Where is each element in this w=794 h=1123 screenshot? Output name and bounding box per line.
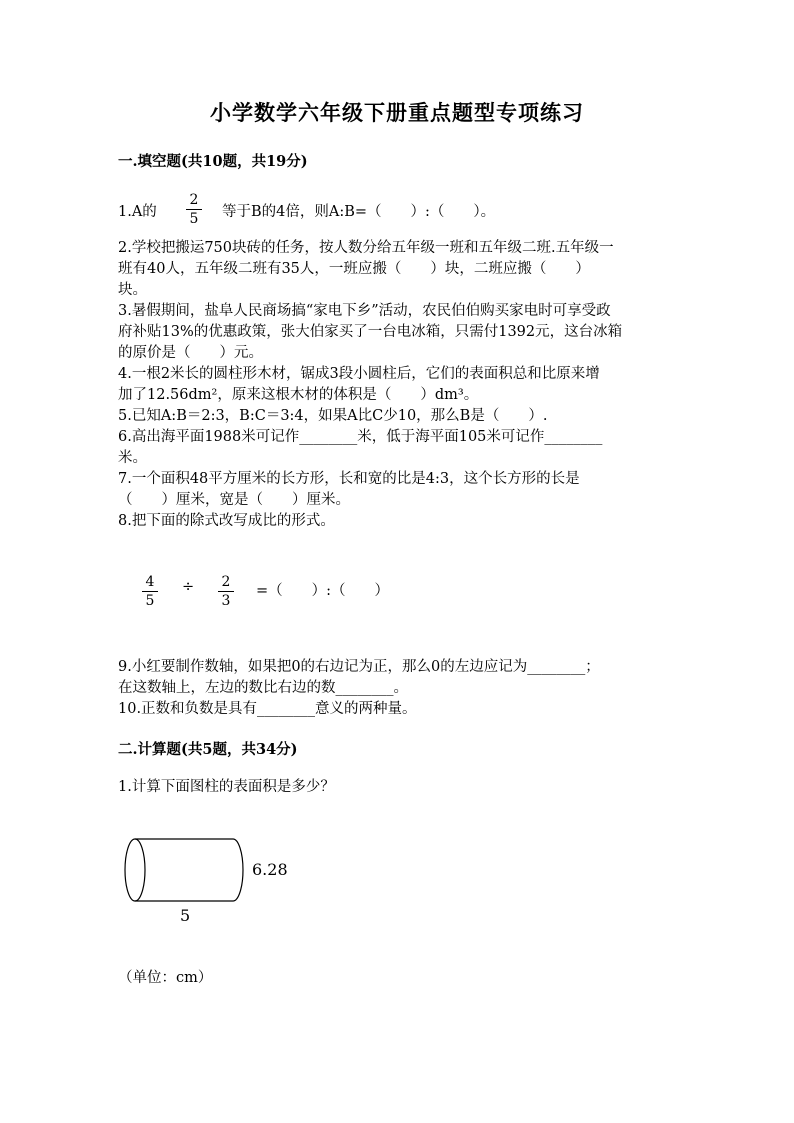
q9-text [118, 657, 600, 699]
section-calculation-heading: 二.计算题(共5题，共34分) [118, 741, 298, 758]
q1-frac-num: 2 [189, 192, 199, 208]
q1-frac-den: 5 [189, 211, 199, 227]
q3-line: 府补贴13%的优惠政策，张大伯家买了一台电冰箱，只需付1392元，这台冰箱 [118, 324, 623, 340]
q9-line: 在这数轴上，左边的数比右边的数________。 [118, 680, 408, 696]
q5-text: 5.已知A:B＝2:3，B:C＝3:4，如果A比C少10，那么B是（ ）. [118, 408, 548, 424]
q3-line: 3.暑假期间，盐阜人民商场搞“家电下乡”活动，农民伯伯购买家电时可享受政 [118, 303, 611, 319]
q2-line: 2.学校把搬运750块砖的任务，按人数分给五年级一班和五年级二班.五年级一 [118, 240, 614, 256]
q6-text [118, 427, 602, 469]
q8-frac1-den: 5 [145, 593, 155, 609]
q8-divide-sign: ÷ [182, 579, 195, 595]
q8-fraction-divisor [218, 574, 234, 609]
q8-frac1-num: 4 [145, 574, 155, 590]
q2-line: 班有40人，五年级二班有35人，一班应搬（ ）块，二班应搬（ ） [118, 261, 590, 277]
q4-text [118, 364, 600, 406]
cylinder-drawing [118, 826, 318, 936]
q1-suffix: 等于B的4倍，则A:B=（ ）:（ ）。 [222, 204, 496, 220]
c1-text: 1.计算下面图柱的表面积是多少？ [118, 779, 335, 795]
c1-unit-note: （单位：cm） [118, 970, 213, 986]
cylinder-length-label: 5 [180, 906, 191, 925]
q9-line: 9.小红要制作数轴，如果把0的右边记为正，那么0的左边应记为________； [118, 659, 600, 675]
q3-text [118, 301, 622, 364]
section-fill-in-heading: 一.填空题(共10题，共19分) [118, 153, 308, 170]
q8-frac2-den: 3 [221, 593, 231, 609]
q4-line: 4.一根2米长的圆柱形木材，锯成3段小圆柱后，它们的表面积总和比原来增 [118, 366, 600, 382]
q4-line: 加了12.56dm²，原来这根木材的体积是（ ）dm³。 [118, 387, 479, 403]
q8-result-blanks: =（ ）:（ ） [256, 583, 390, 599]
q7-line: （ ）厘米，宽是（ ）厘米。 [118, 492, 350, 508]
cylinder-circumference-label: 6.28 [252, 860, 288, 879]
q8-text: 8.把下面的除式改写成比的形式。 [118, 513, 335, 529]
q6-line: 6.高出海平面1988米可记作________米，低于海平面105米可记作________ [118, 429, 603, 445]
q1-fraction [186, 192, 202, 227]
q10-text: 10.正数和负数是具有________意义的两种量。 [118, 701, 417, 717]
q2-line: 块。 [118, 282, 147, 298]
page-title: 小学数学六年级下册重点题型专项练习 [210, 100, 584, 125]
q7-text [118, 469, 580, 511]
q6-line: 米。 [118, 450, 147, 466]
q7-line: 7.一个面积48平方厘米的长方形，长和宽的比是4:3，这个长方形的长是 [118, 471, 580, 487]
cylinder-figure [118, 826, 318, 936]
q8-fraction-dividend [142, 574, 158, 609]
q8-frac2-num: 2 [221, 574, 231, 590]
q2-text [118, 238, 614, 301]
q1-prefix: 1.A的 [118, 204, 157, 220]
q3-line: 的原价是（ ）元。 [118, 345, 263, 361]
